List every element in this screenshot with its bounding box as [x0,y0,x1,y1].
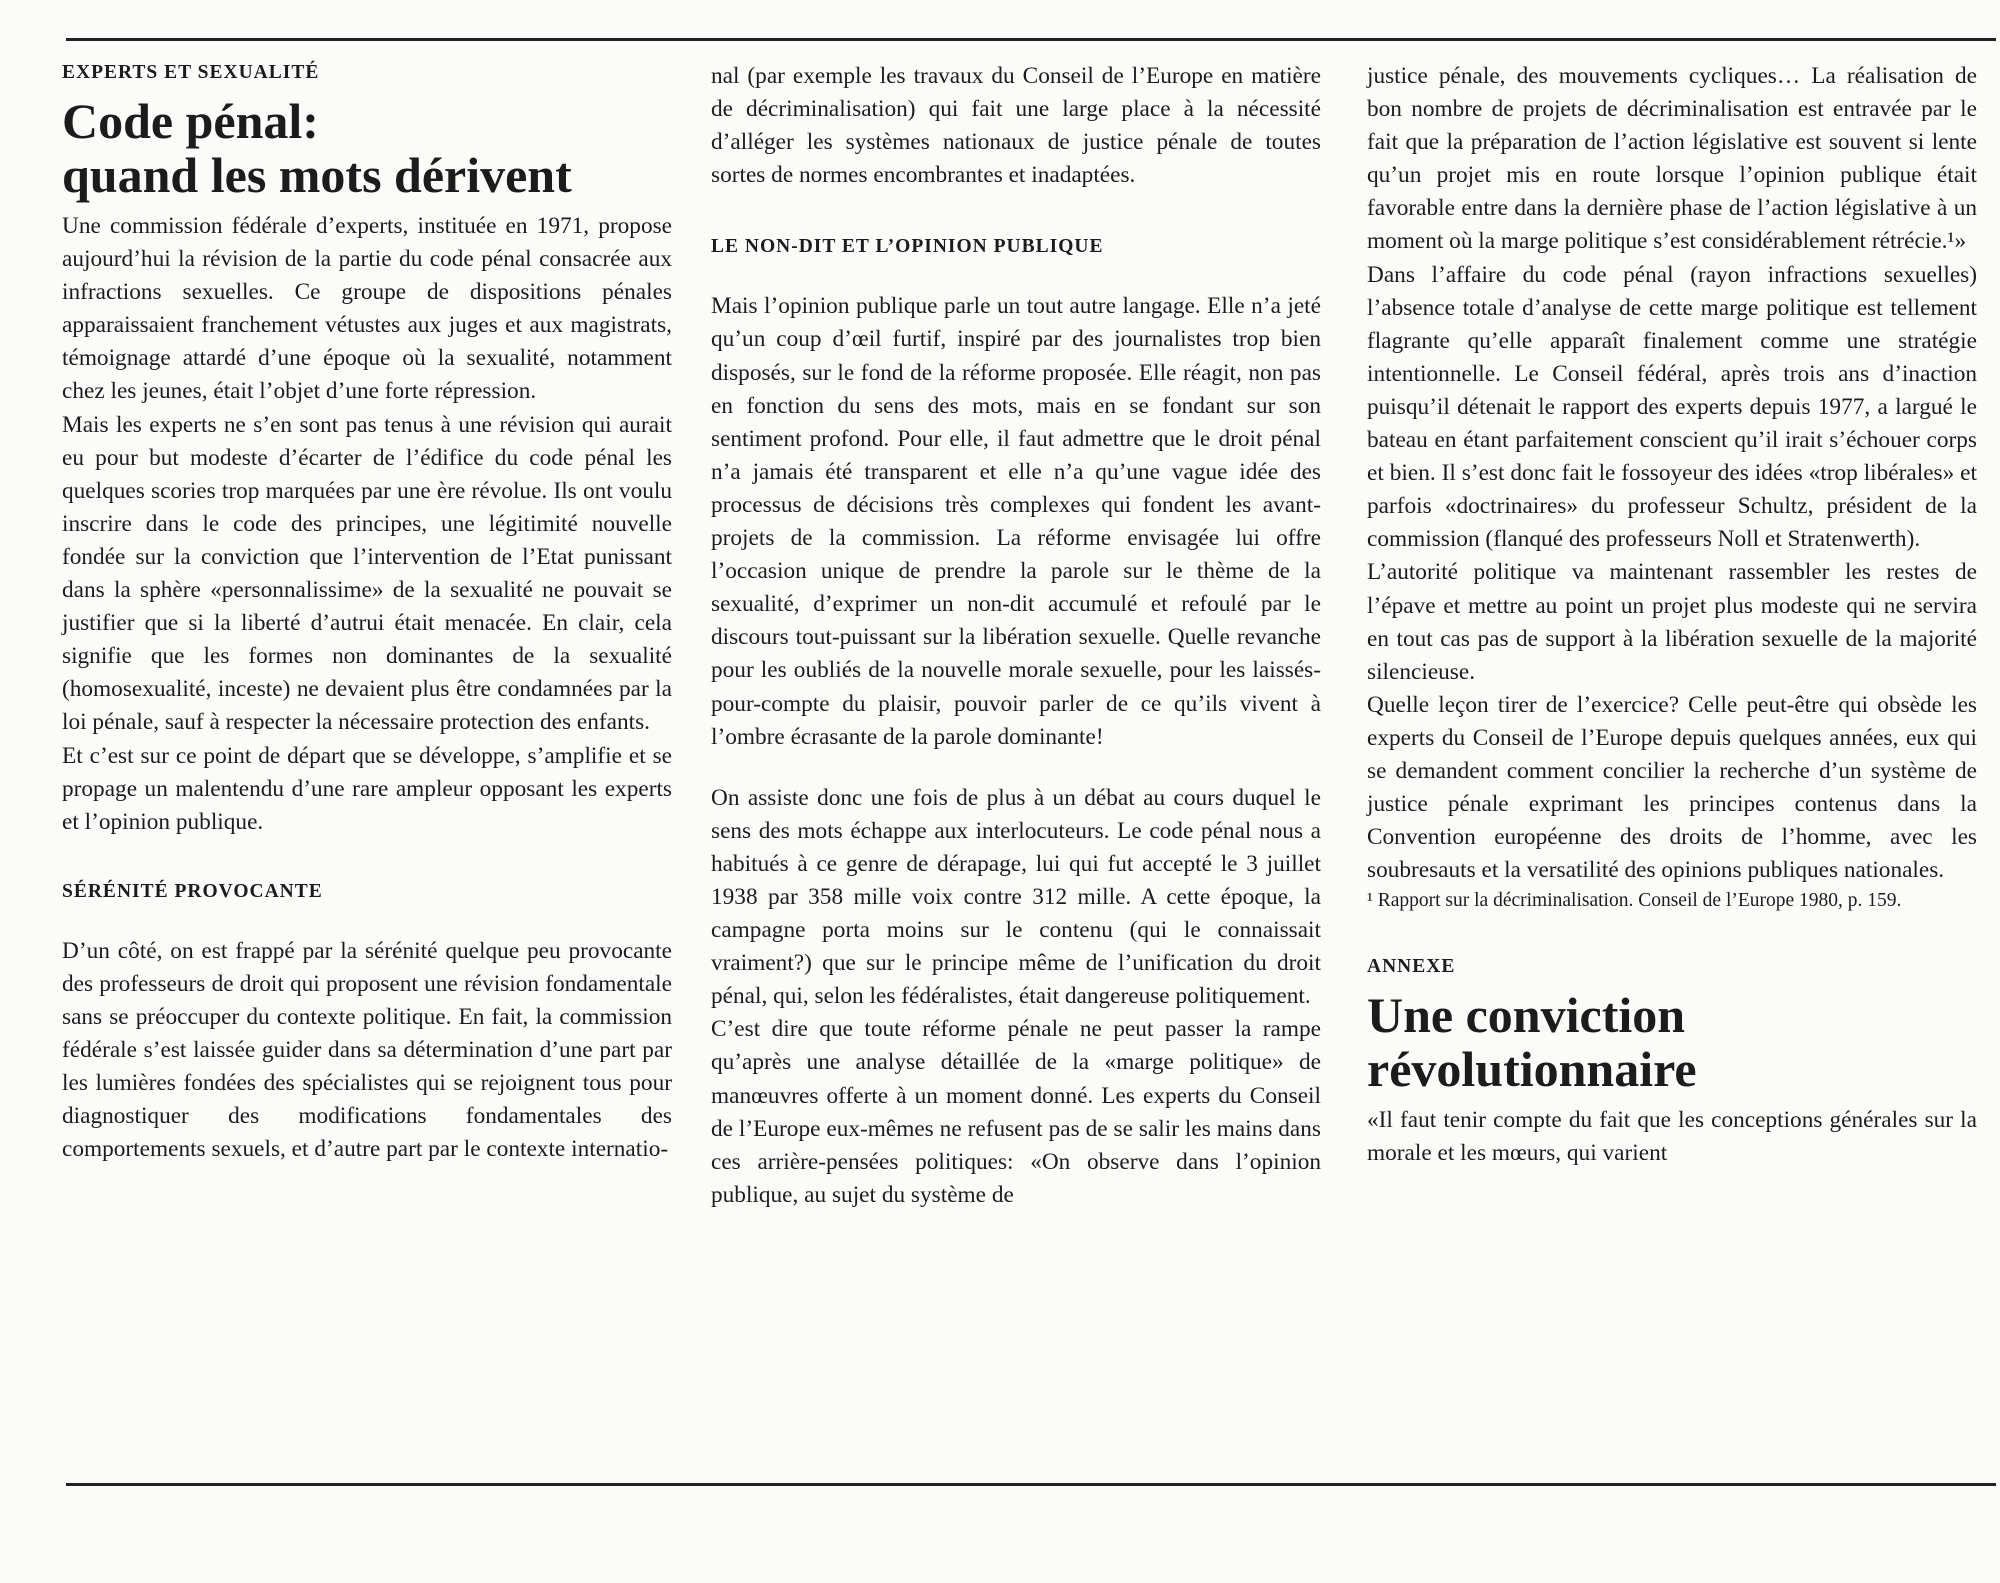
top-rule [66,38,1996,41]
section-kicker: ANNEXE [1367,956,1456,978]
paragraph: «Il faut tenir compte du fait que les conceptions générales sur la morale et les mœurs, qui varient [1367,1107,1977,1167]
paragraph: C’est dire que toute réforme pénale ne peut passer la rampe qu’après une analyse détaillée de la «marge politique» de manœuvres offerte à un moment donné. Les experts du Conseil de l’Europe eux-mêmes ne refusent pas de se salir les mains dans ces arrière-pensées politiques: «On observe dans l’opinion publique, au sujet du système de [711,1016,1321,1208]
article-headline: Code pénal: quand les mots dérivent [62,93,572,203]
subheading: LE NON-DIT ET L’OPINION PUBLIQUE [711,236,1104,258]
paragraph: L’autorité politique va maintenant rassembler les restes de l’épave et mettre au point un projet plus modeste qui ne servira en tout cas pas de support à la libération sexuelle de la majorité silencieuse. [1367,559,1977,685]
paragraph: Et c’est sur ce point de départ que se développe, s’amplifie et se propage un malentendu d’une rare ampleur opposant les experts et l’opinion publique. [62,742,672,835]
paragraph: nal (par exemple les travaux du Conseil de l’Europe en matière de décriminalisation) qui fait une large place à la nécessité d’alléger les systèmes nationaux de justice pénale de toutes sortes de normes encombrantes et inadaptées. [711,63,1321,189]
section-kicker: EXPERTS ET SEXUALITÉ [62,62,320,83]
paragraph: Une commission fédérale d’experts, instituée en 1971, propose aujourd’hui la révision de la partie du code pénal consacrée aux infractions sexuelles. Ce groupe de dispositions pénales apparaissaient franchement vétustes aux juges et aux magistrats, témoignage attardé d’une époque où la sexualité, notamment chez les jeunes, était l’objet d’une forte répression. [62,213,672,405]
article-headline: Une conviction révolutionnaire [1367,987,1697,1098]
paragraph: On assiste donc une fois de plus à un débat au cours duquel le sens des mots échappe aux interlocuteurs. Le code pénal nous a habitués à ce genre de dérapage, lui qui fut accepté le 3 juillet 1938 par 358 mille voix contre 312 mille. A cette époque, la campagne porta moins sur le contenu (qui le connaissait vraiment?) que sur le principe même de l’unification du droit pénal, qui, selon les fédéralistes, était dangereuse politiquement. [711,784,1321,1010]
paragraph: Mais l’opinion publique parle un tout autre langage. Elle n’a jeté qu’un coup d’œil furtif, inspiré par des journalistes trop bien disposés, sur le fond de la réforme proposée. Elle réagit, non pas en fonction du sens des mots, mais en se fondant sur son sentiment profond. Pour elle, il faut admettre que le droit pénal n’a jamais été transparent et elle n’a qu’une vague idée des processus de décisions très complexes qui fondent les avant-projets de la commission. La réforme envisagée lui offre l’occasion unique de prendre la parole sur le thème de la sexualité, d’exprimer un non-dit accumulé et refoulé par le discours tout-puissant sur la libération sexuelle. Quelle revanche pour les oubliés de la nouvelle morale sexuelle, pour les laissés-pour-compte du plaisir, pouvoir parler de ce qu’ils vivent à l’ombre écrasante de la parole dominante! [711,293,1321,750]
paragraph: Quelle leçon tirer de l’exercice? Celle peut-être qui obsède les experts du Conseil de l’Europe depuis quelques années, eux qui se demandent comment concilier la recherche d’un système de justice pénale exprimant les principes contenus dans la Convention européenne des droits de l’homme, avec les soubresauts et la versatilité des opinions publiques nationales. [1367,691,1977,884]
footnote: ¹ Rapport sur la décriminalisation. Conseil de l’Europe 1980, p. 159. [1367,890,1902,912]
column-3 [1367,60,1977,1171]
paragraph: D’un côté, on est frappé par la sérénité quelque peu provocante des professeurs de droit qui proposent une révision fondamentale sans se préoccuper du contexte politique. En fait, la commission fédérale s’est laissée guider dans sa détermination d’une part par les lumières fondées des spécialistes qui se rejoignent tous pour diagnostiquer des modifications fondamentales des comportements sexuels, et d’autre part par le contexte internatio- [62,937,672,1163]
bottom-rule [66,1483,1996,1486]
paragraph: Mais les experts ne s’en sont pas tenus à une révision qui aurait eu pour but modeste d’écarter de l’édifice du code pénal les quelques scories trop marquées par une ère révolue. Ils ont voulu inscrire dans le code des principes, une légitimité nouvelle fondée sur la conviction que l’intervention de l’Etat punissant dans la sphère «personnalissime» de la sexualité ne pouvait se justifier que si la liberté d’autrui était menacée. En clair, cela signifie que les formes non dominantes de la sexualité (homosexualité, inceste) ne devaient plus être condamnées par la loi pénale, sauf à respecter la nécessaire protection des enfants. [62,411,672,736]
column-2 [711,60,1321,1212]
subheading: SÉRÉNITÉ PROVOCANTE [62,880,323,902]
column-1 [62,60,672,1166]
paragraph: Dans l’affaire du code pénal (rayon infractions sexuelles) l’absence totale d’analyse de cette marge politique est tellement flagrante qu’elle apparaît finalement comme une stratégie intentionnelle. Le Conseil fédéral, après trois ans d’inaction puisqu’il détenait le rapport des experts depuis 1977, a largué le bateau en étant parfaitement conscient qu’il irait s’échouer corps et bien. Il s’est donc fait le fossoyeur des idées «trop libérales» et parfois «doctrinaires» du professeur Schultz, président de la commission (flanqué des professeurs Noll et Stratenwerth). [1367,261,1977,553]
paragraph: justice pénale, des mouvements cycliques… La réalisation de bon nombre de projets de décriminalisation est entravée par le fait que la préparation de l’action législative est souvent si lente qu’un projet mis en route lorsque l’opinion publique était favorable entre dans la dernière phase de l’action législative à un moment où la marge politique s’est considérablement rétrécie.¹» [1367,63,1977,255]
